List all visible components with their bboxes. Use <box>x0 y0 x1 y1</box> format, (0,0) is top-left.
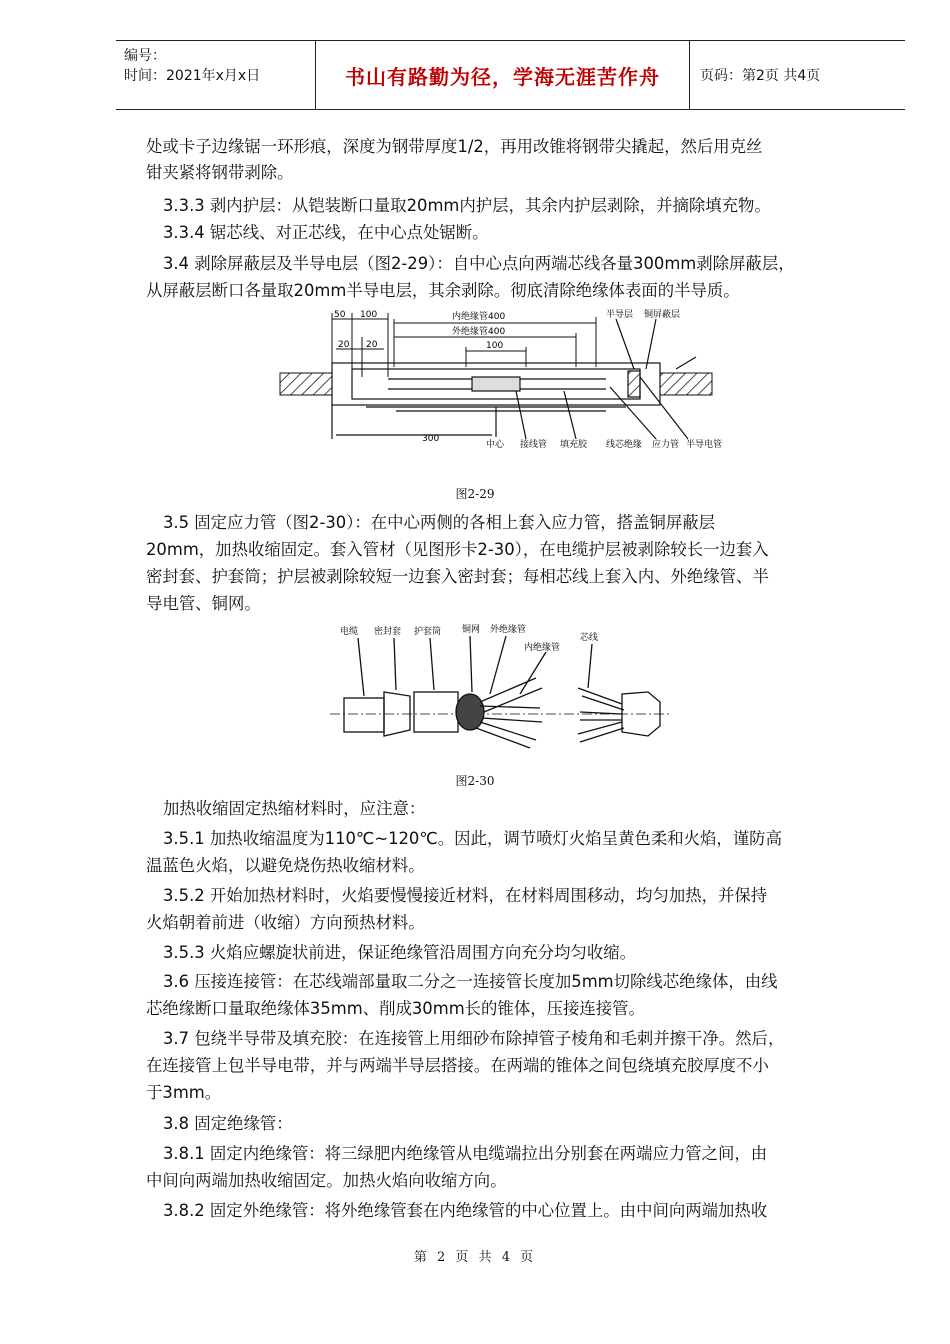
label-cable: 电缆 <box>340 627 359 637</box>
label-seal-sleeve: 密封套 <box>374 627 402 637</box>
dim-50-label: 50 <box>334 310 346 320</box>
label-filler: 填充胶 <box>560 440 588 450</box>
body-line: 中间向两端加热收缩固定。加热火焰向收缩方向。 <box>146 1171 507 1190</box>
header-time-label: 时间：2021年x月x日 <box>124 68 261 84</box>
body-line: 3.4 剥除屏蔽层及半导电层（图2-29）：自中心点向两端芯线各量300mm剥除屏蔽层， <box>163 254 795 273</box>
label-inner-insulation: 内绝缘管 <box>524 643 561 653</box>
document-header <box>116 40 905 110</box>
label-outer-insulation: 外绝缘管 <box>490 625 527 635</box>
page-footer: 第 2 页 共 4 页 <box>413 1250 537 1265</box>
body-line: 火焰朝着前进（收缩）方向预热材料。 <box>146 913 425 932</box>
body-line: 3.8.1 固定内绝缘管：将三绿肥内绝缘管从电缆端拉出分别套在两端应力管之间，由 <box>163 1144 768 1163</box>
label-stress-tube: 应力管 <box>652 440 680 450</box>
body-line: 3.3.3 剥内护层：从铠装断口量取20mm内护层，其余内护层剥除，并摘除填充物。 <box>163 196 771 215</box>
body-line: 于3mm。 <box>146 1083 222 1102</box>
body-line: 3.3.4 锯芯线、对正芯线，在中心点处锯断。 <box>163 223 489 242</box>
body-line: 3.5.1 加热收缩温度为110℃~120℃。因此，调节喷灯火焰呈黄色柔和火焰，谨防高 <box>163 829 782 848</box>
dim-100-label: 100 <box>360 310 378 320</box>
label-connector: 接线管 <box>520 440 548 450</box>
dim-outer-label: 外绝缘管400 <box>452 327 506 337</box>
body-line: 在连接管上包半导电带，并与两端半导层搭接。在两端的锥体之间包绕填充胶厚度不小 <box>146 1056 769 1075</box>
label-core-wire: 芯线 <box>580 633 599 643</box>
label-semicond-tube: 半导电管 <box>686 440 723 450</box>
dim-20b-label: 20 <box>366 340 378 350</box>
header-page-cell <box>690 41 905 109</box>
body-line: 从屏蔽层断口各量取20mm半导电层，其余剥除。彻底清除绝缘体表面的半导质。 <box>146 281 740 300</box>
body-line: 钳夹紧将钢带剥除。 <box>146 163 294 182</box>
header-meta-cell <box>116 41 316 109</box>
dim-20a-label: 20 <box>338 340 350 350</box>
header-number-label: 编号： <box>124 48 166 64</box>
body-line: 处或卡子边缘锯一环形痕，深度为钢带厚度1/2，再用改锥将钢带尖撬起，然后用克丝 <box>146 137 763 156</box>
figure-2-29-caption: 图2-29 <box>455 487 495 501</box>
body-line: 3.6 压接连接管：在芯线端部量取二分之一连接管长度加5mm切除线芯绝缘体，由线 <box>163 972 778 991</box>
body-line: 20mm，加热收缩固定。套入管材（见图形卡2-30），在电缆护层被剥除较长一边套入 <box>146 540 769 559</box>
body-line: 3.8.2 固定外绝缘管：将外绝缘管套在内绝缘管的中心位置上。由中间向两端加热收 <box>163 1201 768 1220</box>
body-line: 密封套、护套筒；护层被剥除较短一边套入密封套；每相芯线上套入内、外绝缘管、半 <box>146 567 769 586</box>
body-line: 3.5.2 开始加热材料时，火焰要慢慢接近材料，在材料周围移动，均匀加热，并保持 <box>163 886 768 905</box>
body-line: 3.5 固定应力管（图2-30）：在中心两侧的各相上套入应力管，搭盖铜屏蔽层 <box>163 513 715 532</box>
body-line: 芯绝缘断口量取绝缘体35mm、削成30mm长的锥体，压接连接管。 <box>146 999 645 1018</box>
dim-center-label: 100 <box>486 341 504 351</box>
body-line: 导电管、铜网。 <box>146 594 261 613</box>
label-shield: 铜屏蔽层 <box>644 310 681 320</box>
label-center: 中心 <box>486 440 505 450</box>
label-core-insulation: 线芯绝缘 <box>606 440 643 450</box>
body-line: 3.7 包绕半导带及填充胶：在连接管上用细砂布除掉管子棱角和毛刺并擦干净。然后， <box>163 1029 785 1048</box>
body-line: 加热收缩固定热缩材料时，应注意： <box>163 799 426 818</box>
figure-2-30 <box>330 622 670 752</box>
header-motto-cell <box>316 41 690 109</box>
body-line: 3.8 固定绝缘管： <box>163 1114 293 1133</box>
label-semicond: 半导层 <box>606 310 634 320</box>
dim-inner-label: 内绝缘管400 <box>452 312 506 322</box>
label-copper-mesh: 铜网 <box>462 625 481 635</box>
label-sheath-tube: 护套筒 <box>414 627 442 637</box>
body-line: 3.5.3 火焰应螺旋状前进，保证绝缘管沿周围方向充分均匀收缩。 <box>163 943 637 962</box>
header-page-label: 页码：第2页 共4页 <box>700 68 821 84</box>
header-motto: 书山有路勤为径，学海无涯苦作舟 <box>345 65 660 89</box>
dim-300-label: 300 <box>422 434 440 444</box>
figure-2-29 <box>276 307 723 457</box>
body-line: 温蓝色火焰，以避免烧伤热收缩材料。 <box>146 856 425 875</box>
figure-2-30-caption: 图2-30 <box>455 774 495 788</box>
